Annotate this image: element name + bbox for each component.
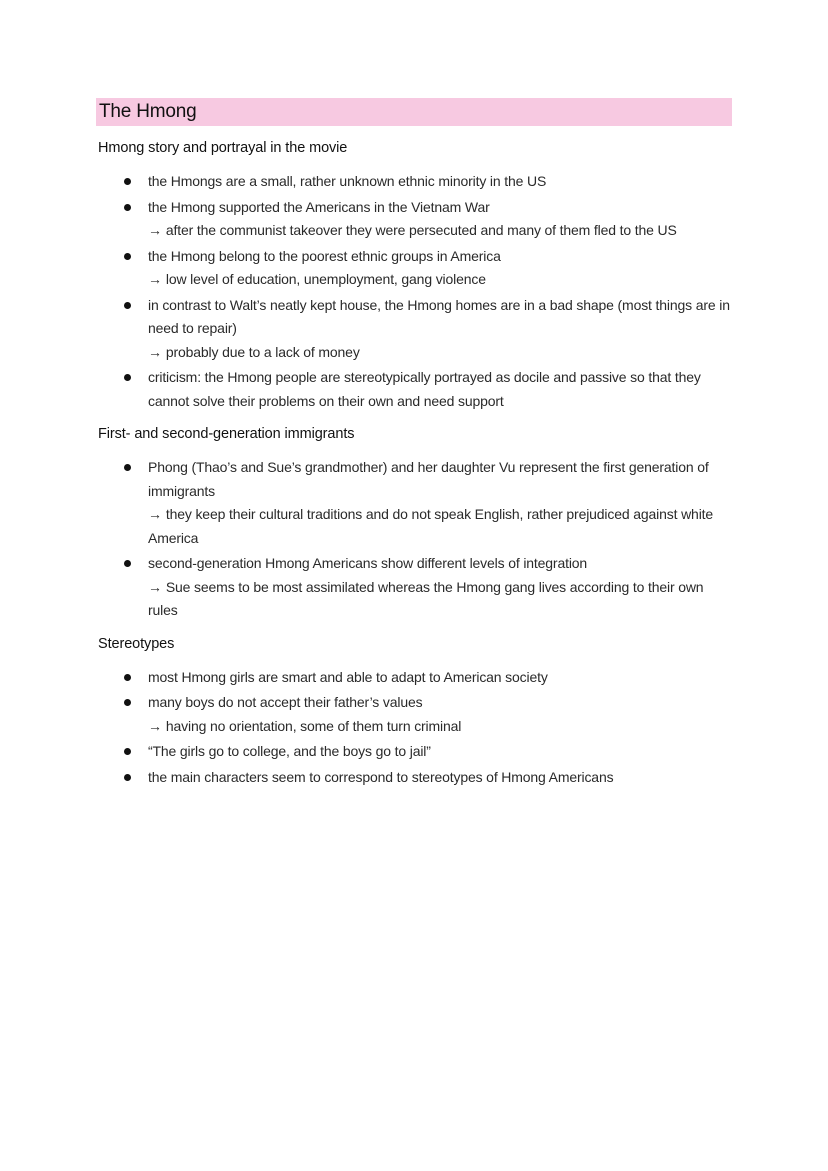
document-page: [96, 98, 732, 791]
list-item-consequence: [148, 715, 732, 739]
list-item-text: the Hmong supported the Americans in the Vietnam War: [148, 198, 490, 215]
arrow-right-icon: →: [148, 343, 162, 360]
bullet-icon: [124, 253, 131, 260]
list-item-consequence: [148, 341, 732, 365]
arrow-right-icon: →: [148, 222, 162, 238]
list-item: [96, 552, 732, 623]
list-item-consequence: [148, 268, 732, 292]
bullet-icon: [124, 464, 131, 471]
list-item-text: Phong (Thao’s and Sue’s grandmother) and her daughter Vu represent the first generation of immigrants: [148, 459, 709, 499]
list-item: [96, 691, 732, 738]
list-item-text: the Hmong belong to the poorest ethnic groups in America: [148, 247, 501, 264]
section-heading: First- and second-generation immigrants: [98, 426, 355, 442]
list-item-text: the Hmongs are a small, rather unknown ethnic minority in the US: [148, 173, 547, 189]
list-item: [96, 766, 732, 790]
document-title: The Hmong: [96, 98, 732, 126]
arrow-right-icon: →: [148, 717, 162, 734]
bullet-list: [96, 456, 732, 623]
arrow-right-icon: →: [148, 271, 162, 287]
list-item-subtext: having no orientation, some of them turn criminal: [165, 717, 462, 734]
list-item-text: criticism: the Hmong people are stereotypically portrayed as docile and passive so that they cannot solve their problems on their own and need support: [148, 369, 701, 409]
bullet-icon: [124, 774, 131, 781]
bullet-icon: [124, 204, 131, 211]
arrow-right-icon: →: [148, 506, 162, 522]
bullet-icon: [124, 748, 131, 755]
list-item-consequence: [148, 219, 732, 243]
bullet-icon: [124, 560, 131, 567]
bullet-icon: [124, 374, 131, 381]
section-heading: Hmong story and portrayal in the movie: [98, 140, 348, 156]
bullet-list: [96, 170, 732, 413]
list-item: [96, 294, 732, 365]
list-item: [96, 170, 732, 194]
list-item-subtext: low level of education, unemployment, gang violence: [165, 271, 486, 287]
list-item: [96, 740, 732, 764]
list-item: [96, 666, 732, 690]
list-item-text: second-generation Hmong Americans show different levels of integration: [148, 555, 588, 571]
list-item: [96, 196, 732, 243]
list-item-text: in contrast to Walt’s neatly kept house, the Hmong homes are in a bad shape (most things are in need to repair): [148, 296, 730, 336]
list-item-subtext: Sue seems to be most assimilated whereas the Hmong gang lives according to their own rules: [148, 578, 704, 618]
list-item-subtext: after the communist takeover they were persecuted and many of them fled to the US: [165, 222, 677, 238]
list-item: [96, 456, 732, 550]
list-item-text: many boys do not accept their father’s values: [148, 694, 423, 710]
section-heading: Stereotypes: [98, 635, 175, 652]
list-item-subtext: they keep their cultural traditions and do not speak English, rather prejudiced against white America: [148, 506, 714, 546]
list-item-text: most Hmong girls are smart and able to adapt to American society: [148, 668, 548, 685]
arrow-right-icon: →: [148, 578, 162, 595]
list-item: [96, 245, 732, 292]
list-item-consequence: [148, 503, 732, 550]
list-item: [96, 366, 732, 413]
list-item-consequence: [148, 576, 732, 623]
list-item-text: the main characters seem to correspond to stereotypes of Hmong Americans: [148, 768, 614, 785]
sections-container: [96, 138, 732, 789]
bullet-icon: [124, 178, 131, 185]
bullet-icon: [124, 699, 131, 706]
list-item-text: “The girls go to college, and the boys go to jail”: [148, 743, 431, 759]
list-item-subtext: probably due to a lack of money: [165, 343, 360, 360]
bullet-icon: [124, 302, 131, 309]
bullet-icon: [124, 674, 131, 681]
bullet-list: [96, 666, 732, 790]
